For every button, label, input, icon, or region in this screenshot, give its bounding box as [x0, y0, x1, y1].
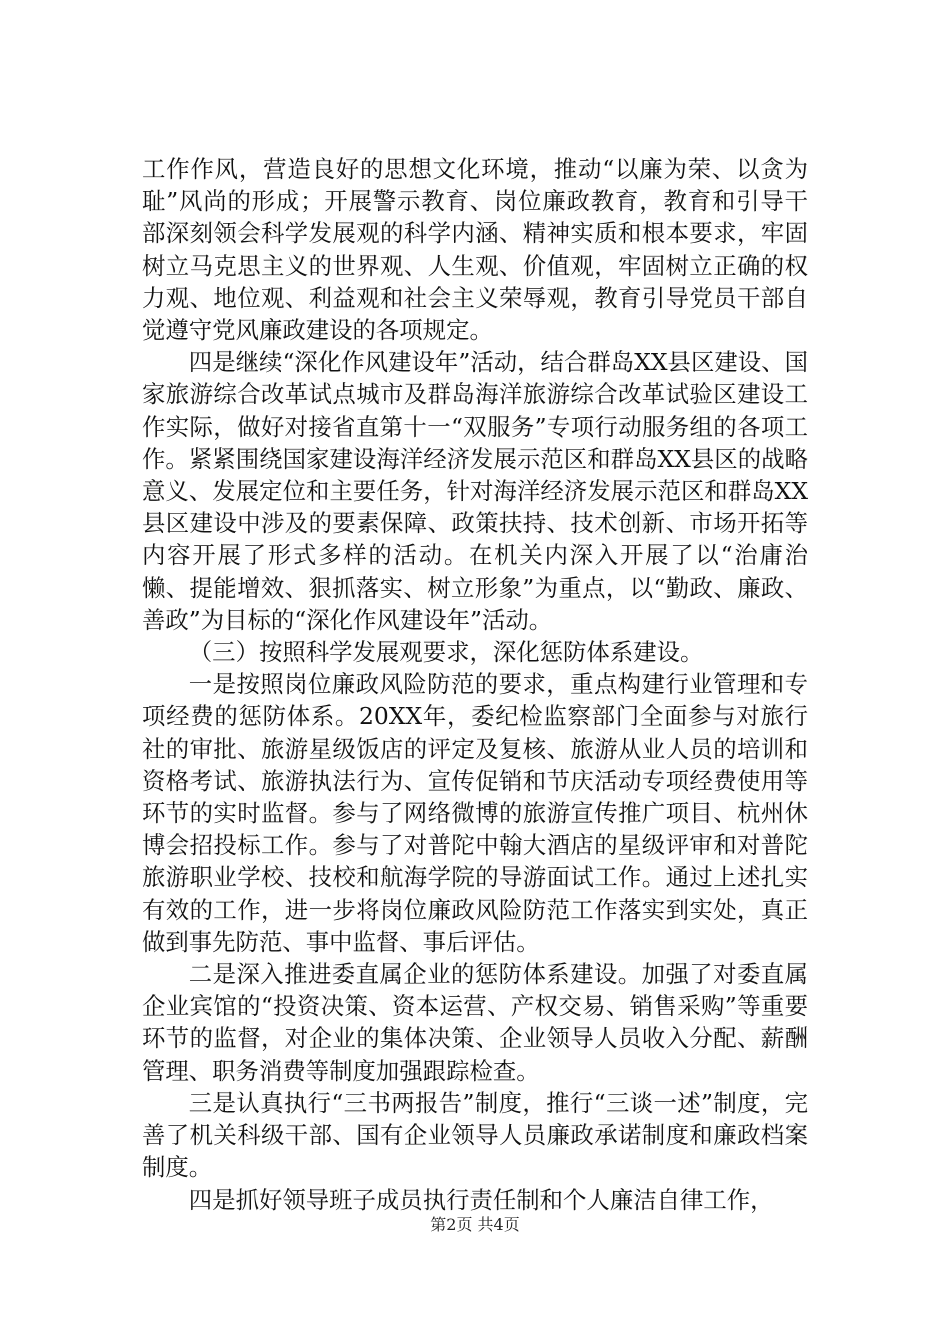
section-heading-three: （三）按照科学发展观要求，深化惩防体系建设。: [188, 638, 704, 667]
paragraph-continued: 工作作风，营造良好的思想文化环境，推动“以廉为荣、以贪为耻”风尚的形成；开展警示教育、岗位廉政教育，教育和引导干部深刻领会科学发展观的科学内涵、精神实质和根本要求，牢固树立马克思主义的世界观、人生观、价值观，牢固树立正确的权力观、地位观、利益观和社会主义荣辱观，教育引导党员干部自觉遵守党风廉政建设的各项规定。: [142, 155, 808, 345]
page-number-footer: 第2页 共4页: [430, 1215, 520, 1234]
paragraph-item-four: 四是抓好领导班子成员执行责任制和个人廉洁自律工作，: [188, 1185, 774, 1214]
paragraph-item-three: 三是认真执行“三书两报告”制度，推行“三谈一述”制度，完善了机关科级干部、国有企业领导人员廉政承诺制度和廉政档案制度。: [142, 1088, 808, 1182]
paragraph-item-one: 一是按照岗位廉政风险防范的要求，重点构建行业管理和专项经费的惩防体系。20XX年，委纪检监察部门全面参与对旅行社的审批、旅游星级饭店的评定及复核、旅游从业人员的培训和资格考试、旅游执法行为、宣传促销和节庆活动专项经费使用等环节的实时监督。参与了网络微博的旅游宣传推广项目、杭州休博会招投标工作。参与了对普陀中翰大酒店的星级评审和对普陀旅游职业学校、技校和航海学院的导游面试工作。通过上述扎实有效的工作，进一步将岗位廉政风险防范工作落实到实处，真正做到事先防范、事中监督、事后评估。: [142, 670, 808, 956]
paragraph-item-two: 二是深入推进委直属企业的惩防体系建设。加强了对委直属企业宾馆的“投资决策、资本运营、产权交易、销售采购”等重要环节的监督，对企业的集体决策、企业领导人员收入分配、薪酬管理、职务消费等制度加强跟踪检查。: [142, 960, 808, 1085]
document-body: [142, 153, 808, 1216]
paragraph-item-four-style: 四是继续“深化作风建设年”活动，结合群岛XX县区建设、国家旅游综合改革试点城市及群岛海洋旅游综合改革试验区建设工作实际，做好对接省直第十一“双服务”专项行动服务组的各项工作。紧紧围绕国家建设海洋经济发展示范区和群岛XX县区的战略意义、发展定位和主要任务，针对海洋经济发展示范区和群岛XX县区建设中涉及的要素保障、政策扶持、技术创新、市场开拓等内容开展了形式多样的活动。在机关内深入开展了以“治庸治懒、提能增效、狠抓落实、树立形象”为重点，以“勤政、廉政、善政”为目标的“深化作风建设年”活动。: [142, 348, 808, 634]
